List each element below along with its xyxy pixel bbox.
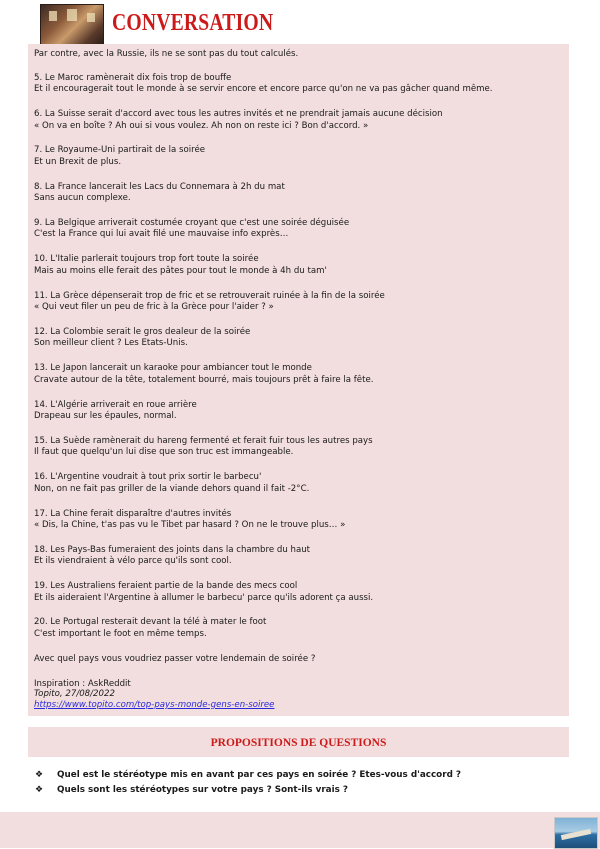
list-item: 17. La Chine ferait disparaître d'autres invités « Dis, la Chine, t'as pas vu le Tibet par hasard ? On ne le trouve plus… » xyxy=(34,508,346,530)
question-list xyxy=(35,768,565,798)
page-title: CONVERSATION xyxy=(112,10,274,36)
list-item: 14. L'Algérie arriverait en roue arrière Drapeau sur les épaules, normal. xyxy=(34,399,197,422)
list-item: 16. L'Argentine voudrait à tout prix sortir le barbecu' Non, on ne fait pas griller de la viande dehors quand il fait -2°C. xyxy=(34,472,310,494)
list-item: 8. La France lancerait les Lacs du Connemara à 2h du mat Sans aucun complexe. xyxy=(34,181,285,204)
page-footer xyxy=(0,812,600,848)
article-body xyxy=(34,49,564,710)
list-item: 6. La Suisse serait d'accord avec tous les autres invités et ne prendrait jamais aucune décision « On va en boîte ? Ah oui si vous voulez. Ah non on reste ici ? Bon d'accord. » xyxy=(34,109,443,131)
inspiration-line: Inspiration : AskReddit xyxy=(34,678,131,689)
party-photo-thumbnail xyxy=(40,4,104,46)
list-item: 15. La Suède ramènerait du hareng fermenté et ferait fuir tous les autres pays Il faut que quelqu'un lui dise que son truc est immangeable. xyxy=(34,435,373,458)
source-credits xyxy=(34,679,564,711)
closing-question: Avec quel pays vous voudriez passer votre lendemain de soirée ? xyxy=(34,653,316,664)
list-item: 10. L'Italie parlerait toujours trop fort toute la soirée Mais au moins elle ferait des pâtes pour tout le monde à 4h du tam' xyxy=(34,254,327,276)
list-item: 19. Les Australiens feraient partie de la bande des mecs cool Et ils aideraient l'Argentine à allumer le barbecu' parce qu'ils adorent ça aussi. xyxy=(34,581,374,603)
list-item: 7. Le Royaume-Uni partirait de la soirée Et un Brexit de plus. xyxy=(34,145,206,167)
source-link[interactable]: https://www.topito.com/top-pays-monde-gens-en-soiree xyxy=(34,699,275,710)
question-item: ❖ Quels sont les stéréotypes sur votre pays ? Sont-ils vrais ? xyxy=(35,783,565,798)
propositions-title: PROPOSITIONS DE QUESTIONS xyxy=(210,737,387,749)
source-date: Topito, 27/08/2022 xyxy=(34,689,115,700)
propositions-header xyxy=(28,727,569,757)
list-item: 18. Les Pays-Bas fumeraient des joints dans la chambre du haut Et ils viendraient à vélo parce qu'ils sont cool. xyxy=(34,544,311,567)
list-item: 20. Le Portugal resterait devant la télé à mater le foot C'est important le foot en même temps. xyxy=(34,617,267,639)
list-item: 11. La Grèce dépenserait trop de fric et se retrouverait ruinée à la fin de la soirée « Qui veut filer un peu de fric à la Grèce pour l'aider ? » xyxy=(34,290,385,313)
diamond-bullet-icon: ❖ xyxy=(35,785,44,795)
question-item: ❖ Quel est le stéréotype mis en avant par ces pays en soirée ? Etes-vous d'accord ? xyxy=(35,768,565,783)
list-item: 13. Le Japon lancerait un karaoke pour ambiancer tout le monde Cravate autour de la tête, totalement bourré, mais toujours prêt à faire la fête. xyxy=(34,363,374,385)
diamond-bullet-icon: ❖ xyxy=(35,770,44,780)
list-item: 5. Le Maroc ramènerait dix fois trop de bouffe Et il encouragerait tout le monde à se servir encore et encore parce qu'on ne va pas gâcher quand même. xyxy=(34,72,493,95)
page-header xyxy=(0,0,600,44)
seaside-photo-thumbnail xyxy=(554,817,598,849)
list-item: 12. La Colombie serait le gros dealeur de la soirée Son meilleur client ? Les Etats-Unis. xyxy=(34,326,251,349)
list-item: 9. La Belgique arriverait costumée croyant que c'est une soirée déguisée C'est la France qui lui avait filé une mauvaise info exprès… xyxy=(34,218,350,240)
intro-line: Par contre, avec la Russie, ils ne se sont pas du tout calculés. xyxy=(34,49,299,59)
